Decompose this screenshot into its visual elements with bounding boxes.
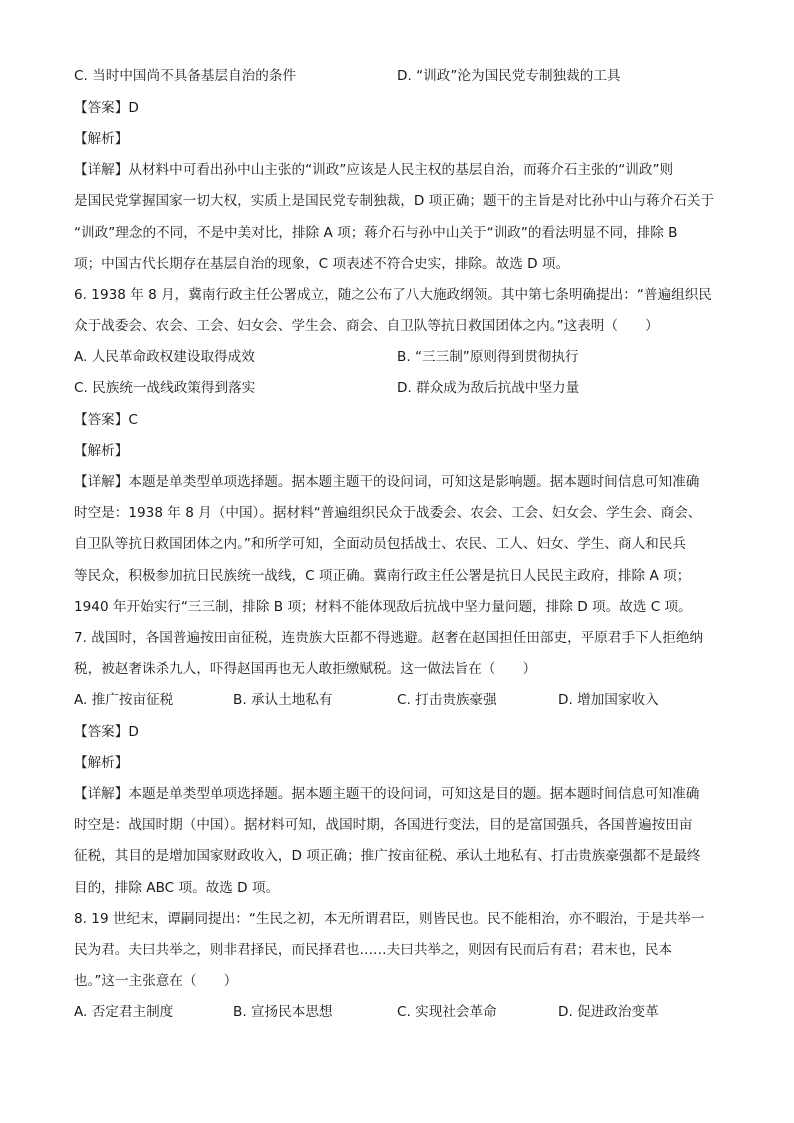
q8-stem-line-2: 民为君。夫曰共举之，则非君择民，而民择君也……夫曰共举之，则因有民而后有君；君末也，民本 <box>74 942 673 958</box>
q8-stem-line-3: 也。”这一主张意在（ ） <box>74 973 238 989</box>
q5-detail-line-4: 项；中国古代长期存在基层自治的现象，C 项表述不符合史实，排除。故选 D 项。 <box>74 256 570 272</box>
q7-stem-line-1: 7. 战国时，各国普遍按田亩征税，连贵族大臣都不得逃避。赵奢在赵国担任田部吏，平原君手下人拒绝纳 <box>74 630 704 646</box>
q8-option-a: A. 否定君主制度 <box>74 1004 174 1020</box>
q6-option-d: D. 群众成为敌后抗战中坚力量 <box>397 380 580 396</box>
q6-detail-line-2: 时空是：1938 年 8 月（中国）。据材料“普遍组织民众于战委会、农会、工会、妇女会、学生会、商会、 <box>74 505 702 521</box>
q7-stem-line-2: 税，被赵奢诛杀九人，吓得赵国再也无人敢拒缴赋税。这一做法旨在（ ） <box>74 661 537 677</box>
q6-option-a: A. 人民革命政权建设取得成效 <box>74 349 255 365</box>
q6-detail-line-5: 1940 年开始实行“三三制，排除 B 项；材料不能体现敌后抗战中坚力量问题，排除 D 项。故选 C 项。 <box>74 599 692 615</box>
q5-answer: 【答案】D <box>74 100 139 116</box>
q5-detail-line-2: 是国民党掌握国家一切大权，实质上是国民党专制独裁，D 项正确；题干的主旨是对比孙中山与蒋介石关于 <box>74 193 715 209</box>
q7-option-a: A. 推广按亩征税 <box>74 692 174 708</box>
q6-analysis-label: 【解析】 <box>74 443 129 459</box>
q7-analysis-label: 【解析】 <box>74 755 129 771</box>
q7-detail-line-1: 【详解】本题是单类型单项选择题。据本题主题干的设问词，可知这是目的题。据本题时间信息可知准确 <box>74 786 700 802</box>
q7-option-c: C. 打击贵族豪强 <box>397 692 497 708</box>
q6-detail-line-3: 自卫队等抗日救国团体之内。”和所学可知，全面动员包括战士、农民、工人、妇女、学生、商人和民兵 <box>74 536 686 552</box>
q6-detail-line-4: 等民众，积极参加抗日民族统一战线，C 项正确。冀南行政主任公署是抗日人民民主政府，排除 A 项； <box>74 568 691 584</box>
q7-detail-line-2: 时空是：战国时期（中国）。据材料可知，战国时期，各国进行变法，目的是富国强兵，各国普遍按田亩 <box>74 817 693 833</box>
q6-stem-line-2: 众于战委会、农会、工会、妇女会、学生会、商会、自卫队等抗日救国团体之内。”这表明（ ） <box>74 318 659 334</box>
q6-answer: 【答案】C <box>74 412 138 428</box>
q7-detail-line-3: 征税，其目的是增加国家财政收入，D 项正确；推广按亩征税、承认土地私有、打击贵族豪强都不是最终 <box>74 848 701 864</box>
q8-option-b: B. 宣扬民本思想 <box>233 1004 333 1020</box>
q5-option-c: C. 当时中国尚不具备基层自治的条件 <box>74 68 297 84</box>
q6-stem-line-1: 6. 1938 年 8 月，冀南行政主任公署成立，随之公布了八大施政纲领。其中第七条明确提出：“普遍组织民 <box>74 287 712 303</box>
q7-option-b: B. 承认土地私有 <box>233 692 333 708</box>
q6-detail-line-1: 【详解】本题是单类型单项选择题。据本题主题干的设问词，可知这是影响题。据本题时间信息可知准确 <box>74 474 700 490</box>
q5-detail-line-1: 【详解】从材料中可看出孙中山主张的“训政”应该是人民主权的基层自治，而蒋介石主张的“训政”则 <box>74 162 674 178</box>
q5-analysis-label: 【解析】 <box>74 131 129 147</box>
q8-option-d: D. 促进政治变革 <box>558 1004 659 1020</box>
q8-stem-line-1: 8. 19 世纪末，谭嗣同提出：“生民之初，本无所谓君臣，则皆民也。民不能相治，亦不暇治，于是共举一 <box>74 911 705 927</box>
q7-detail-line-4: 目的，排除 ABC 项。故选 D 项。 <box>74 880 280 896</box>
q8-option-c: C. 实现社会革命 <box>397 1004 497 1020</box>
q7-option-d: D. 增加国家收入 <box>558 692 659 708</box>
q7-answer: 【答案】D <box>74 724 139 740</box>
q5-option-d: D. “训政”沦为国民党专制独裁的工具 <box>397 68 621 84</box>
q5-detail-line-3: “训政”理念的不同，不是中美对比，排除 A 项；蒋介石与孙中山关于“训政”的看法明显不同，排除 B <box>74 225 678 241</box>
q6-option-c: C. 民族统一战线政策得到落实 <box>74 380 256 396</box>
q6-option-b: B. “三三制”原则得到贯彻执行 <box>397 349 579 365</box>
